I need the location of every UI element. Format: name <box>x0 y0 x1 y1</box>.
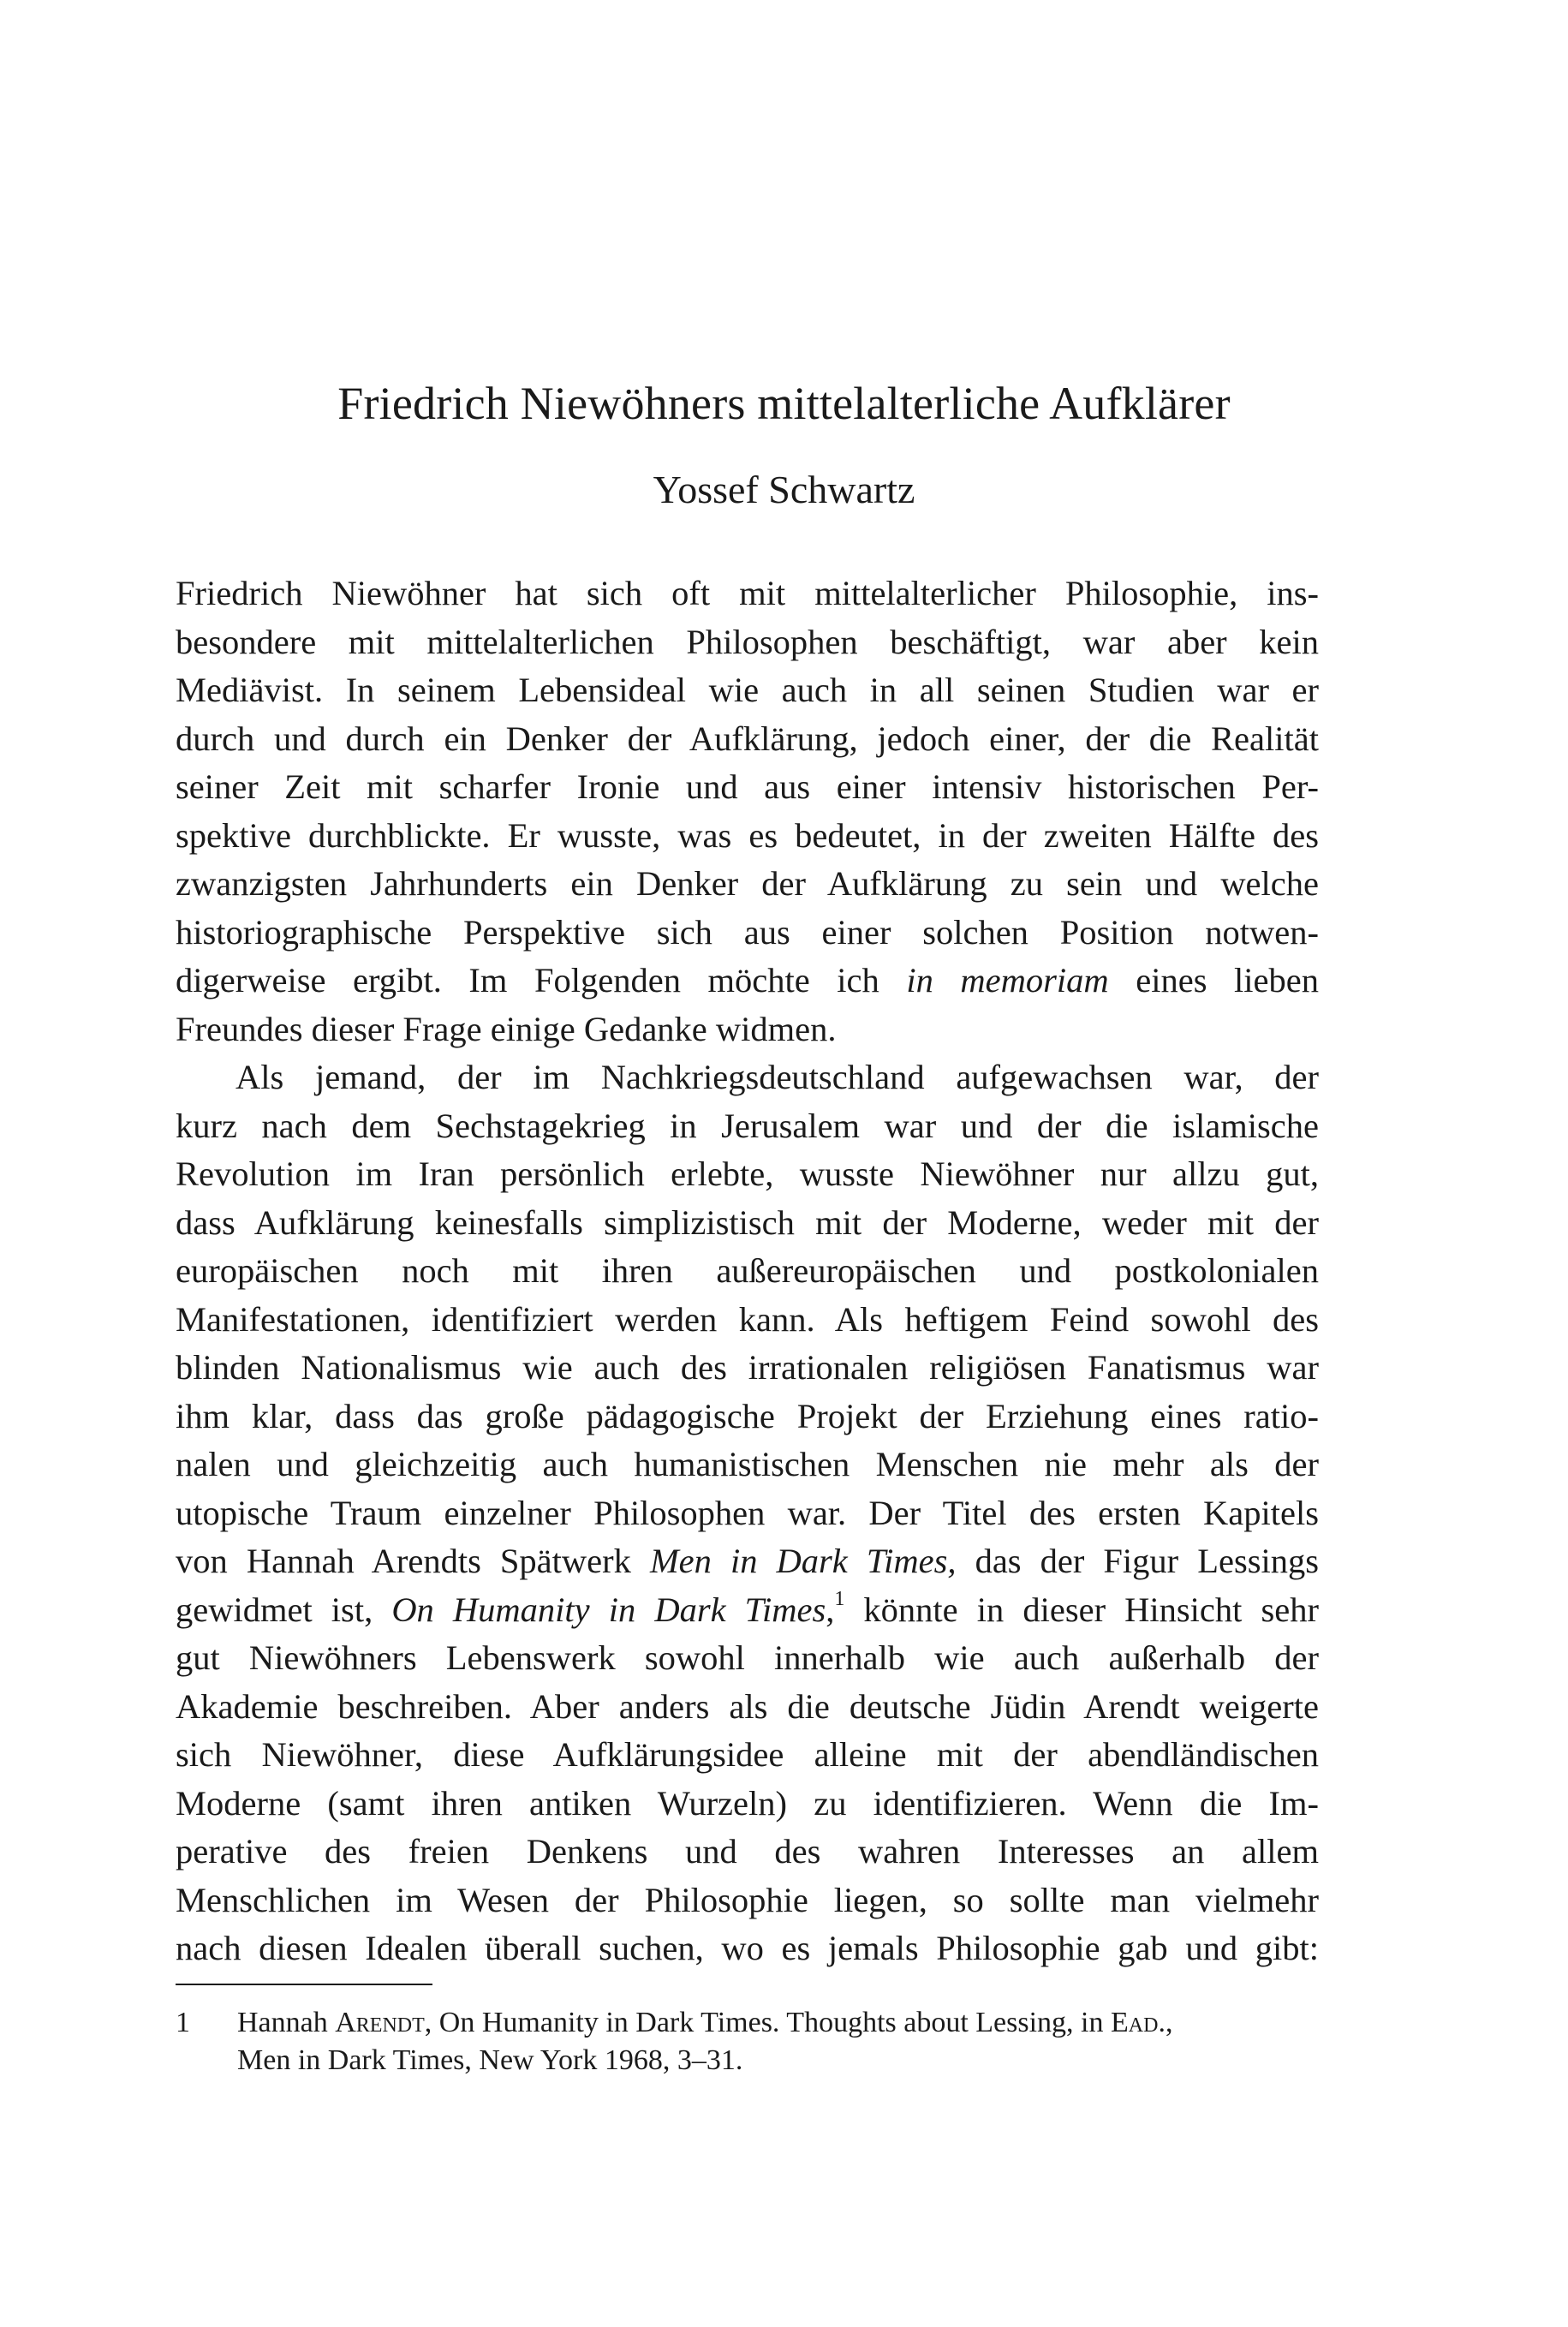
text-fragment: eines lieben <box>1108 961 1319 999</box>
text-line: perative des freien Denkens und des wahren Interesses an allem <box>176 1832 1319 1871</box>
text-line: spektive durchblickte. Er wusste, was es bedeutet, in der zweiten Hälfte des <box>176 815 1319 855</box>
text-line: Revolution im Iran persönlich erlebte, wusste Niewöhner nur allzu gut, <box>176 1155 1319 1193</box>
text-line: sich Niewöhner, diese Aufklärungsidee alleine mit der abendländischen <box>176 1735 1319 1774</box>
text-line <box>176 1586 1319 1635</box>
text-line: blinden Nationalismus wie auch des irrationalen religiösen Fanatismus war <box>176 1348 1319 1387</box>
text-line: kurz nach dem Sechstagekrieg in Jerusalem war und der die islamische <box>176 1106 1319 1145</box>
text-line: Moderne (samt ihren antiken Wurzeln) zu identifizieren. Wenn die Im- <box>176 1783 1319 1823</box>
text-line: zwanzigsten Jahrhunderts ein Denker der Aufklärung zu sein und welche <box>176 864 1319 903</box>
text-line: seiner Zeit mit scharfer Ironie und aus einer intensiv historischen Per- <box>176 767 1319 806</box>
italic-phrase: in memoriam <box>906 961 1109 999</box>
text-fragment: digerweise ergibt. Im Folgenden möchte ich <box>176 961 907 999</box>
footnotes <box>176 2004 1319 2079</box>
footnote-line <box>237 2004 1319 2042</box>
text-fragment: , <box>1165 2007 1173 2038</box>
author-name: Arendt <box>335 2007 425 2038</box>
paragraph-2 <box>176 1053 1319 1973</box>
text-line: Freundes dieser Frage einige Gedanke widmen. <box>176 1009 837 1048</box>
text-fragment: das der Figur Lessings <box>956 1542 1319 1580</box>
footnote-line: Men in Dark Times, New York 1968, 3–31. <box>237 2044 743 2076</box>
text-line: nalen und gleichzeitig auch humanistischen Menschen nie mehr als der <box>176 1445 1319 1483</box>
text-line <box>176 957 1319 1005</box>
text-line: Mediävist. In seinem Lebensideal wie auch in all seinen Studien war er <box>176 671 1319 709</box>
text-fragment: von Hannah Arendts Spätwerk <box>176 1542 650 1580</box>
italic-phrase: On Humanity in Dark Times <box>391 1590 826 1629</box>
footnote-reference[interactable]: 1 <box>834 1588 845 1610</box>
text-fragment: gewidmet ist, <box>176 1590 392 1629</box>
text-line: nach diesen Idealen überall suchen, wo es jemals Philosophie gab und gibt: <box>176 1929 1319 1967</box>
text-line: gut Niewöhners Lebenswerk sowohl innerhalb wie auch außerhalb der <box>176 1638 1319 1677</box>
text-line: europäischen noch mit ihren außereuropäischen und postkolonialen <box>176 1251 1319 1290</box>
text-line: Menschlichen im Wesen der Philosophie liegen, so sollte man vielmehr <box>176 1880 1319 1919</box>
article-title: Friedrich Niewöhners mittelalterliche Aufklärer <box>337 378 1231 429</box>
text-line: Als jemand, der im Nachkriegsdeutschland aufgewachsen war, der <box>235 1058 1319 1096</box>
text-line: durch und durch ein Denker der Aufklärung, jedoch einer, der die Realität <box>176 719 1319 758</box>
text-fragment: , On Humanity in Dark Times. Thoughts about Lessing, in <box>424 2007 1112 2038</box>
article-body <box>176 570 1319 1973</box>
article-author: Yossef Schwartz <box>653 468 915 511</box>
footnote-divider <box>176 1984 432 1985</box>
text-line: historiographische Perspektive sich aus einer solchen Position notwen- <box>176 912 1319 952</box>
text-line: Friedrich Niewöhner hat sich oft mit mittelalterlicher Philosophie, ins- <box>176 574 1319 612</box>
italic-phrase: Men in Dark Times, <box>649 1542 957 1580</box>
text-line: utopische Traum einzelner Philosophen war. Der Titel des ersten Kapitels <box>176 1493 1319 1532</box>
text-line: ihm klar, dass das große pädagogische Projekt der Erziehung eines ratio- <box>176 1396 1319 1435</box>
text-line <box>176 1537 1319 1586</box>
text-fragment: könnte in dieser Hinsicht sehr <box>844 1590 1319 1629</box>
footnote-text <box>237 2004 1319 2079</box>
text-line: besondere mit mittelalterlichen Philosophen beschäftigt, war aber kein <box>176 622 1319 661</box>
paragraph-1 <box>176 570 1319 1053</box>
text-fragment: , <box>826 1590 835 1629</box>
author-abbrev: Ead. <box>1111 2007 1166 2038</box>
text-fragment: Hannah <box>237 2007 336 2038</box>
text-line: Manifestationen, identifiziert werden kann. Als heftigem Feind sowohl des <box>176 1299 1319 1339</box>
footnote-number: 1 <box>176 2007 190 2038</box>
text-line: dass Aufklärung keinesfalls simplizistisch mit der Moderne, weder mit der <box>176 1202 1319 1242</box>
text-line: Akademie beschreiben. Aber anders als die deutsche Jüdin Arendt weigerte <box>176 1686 1319 1726</box>
